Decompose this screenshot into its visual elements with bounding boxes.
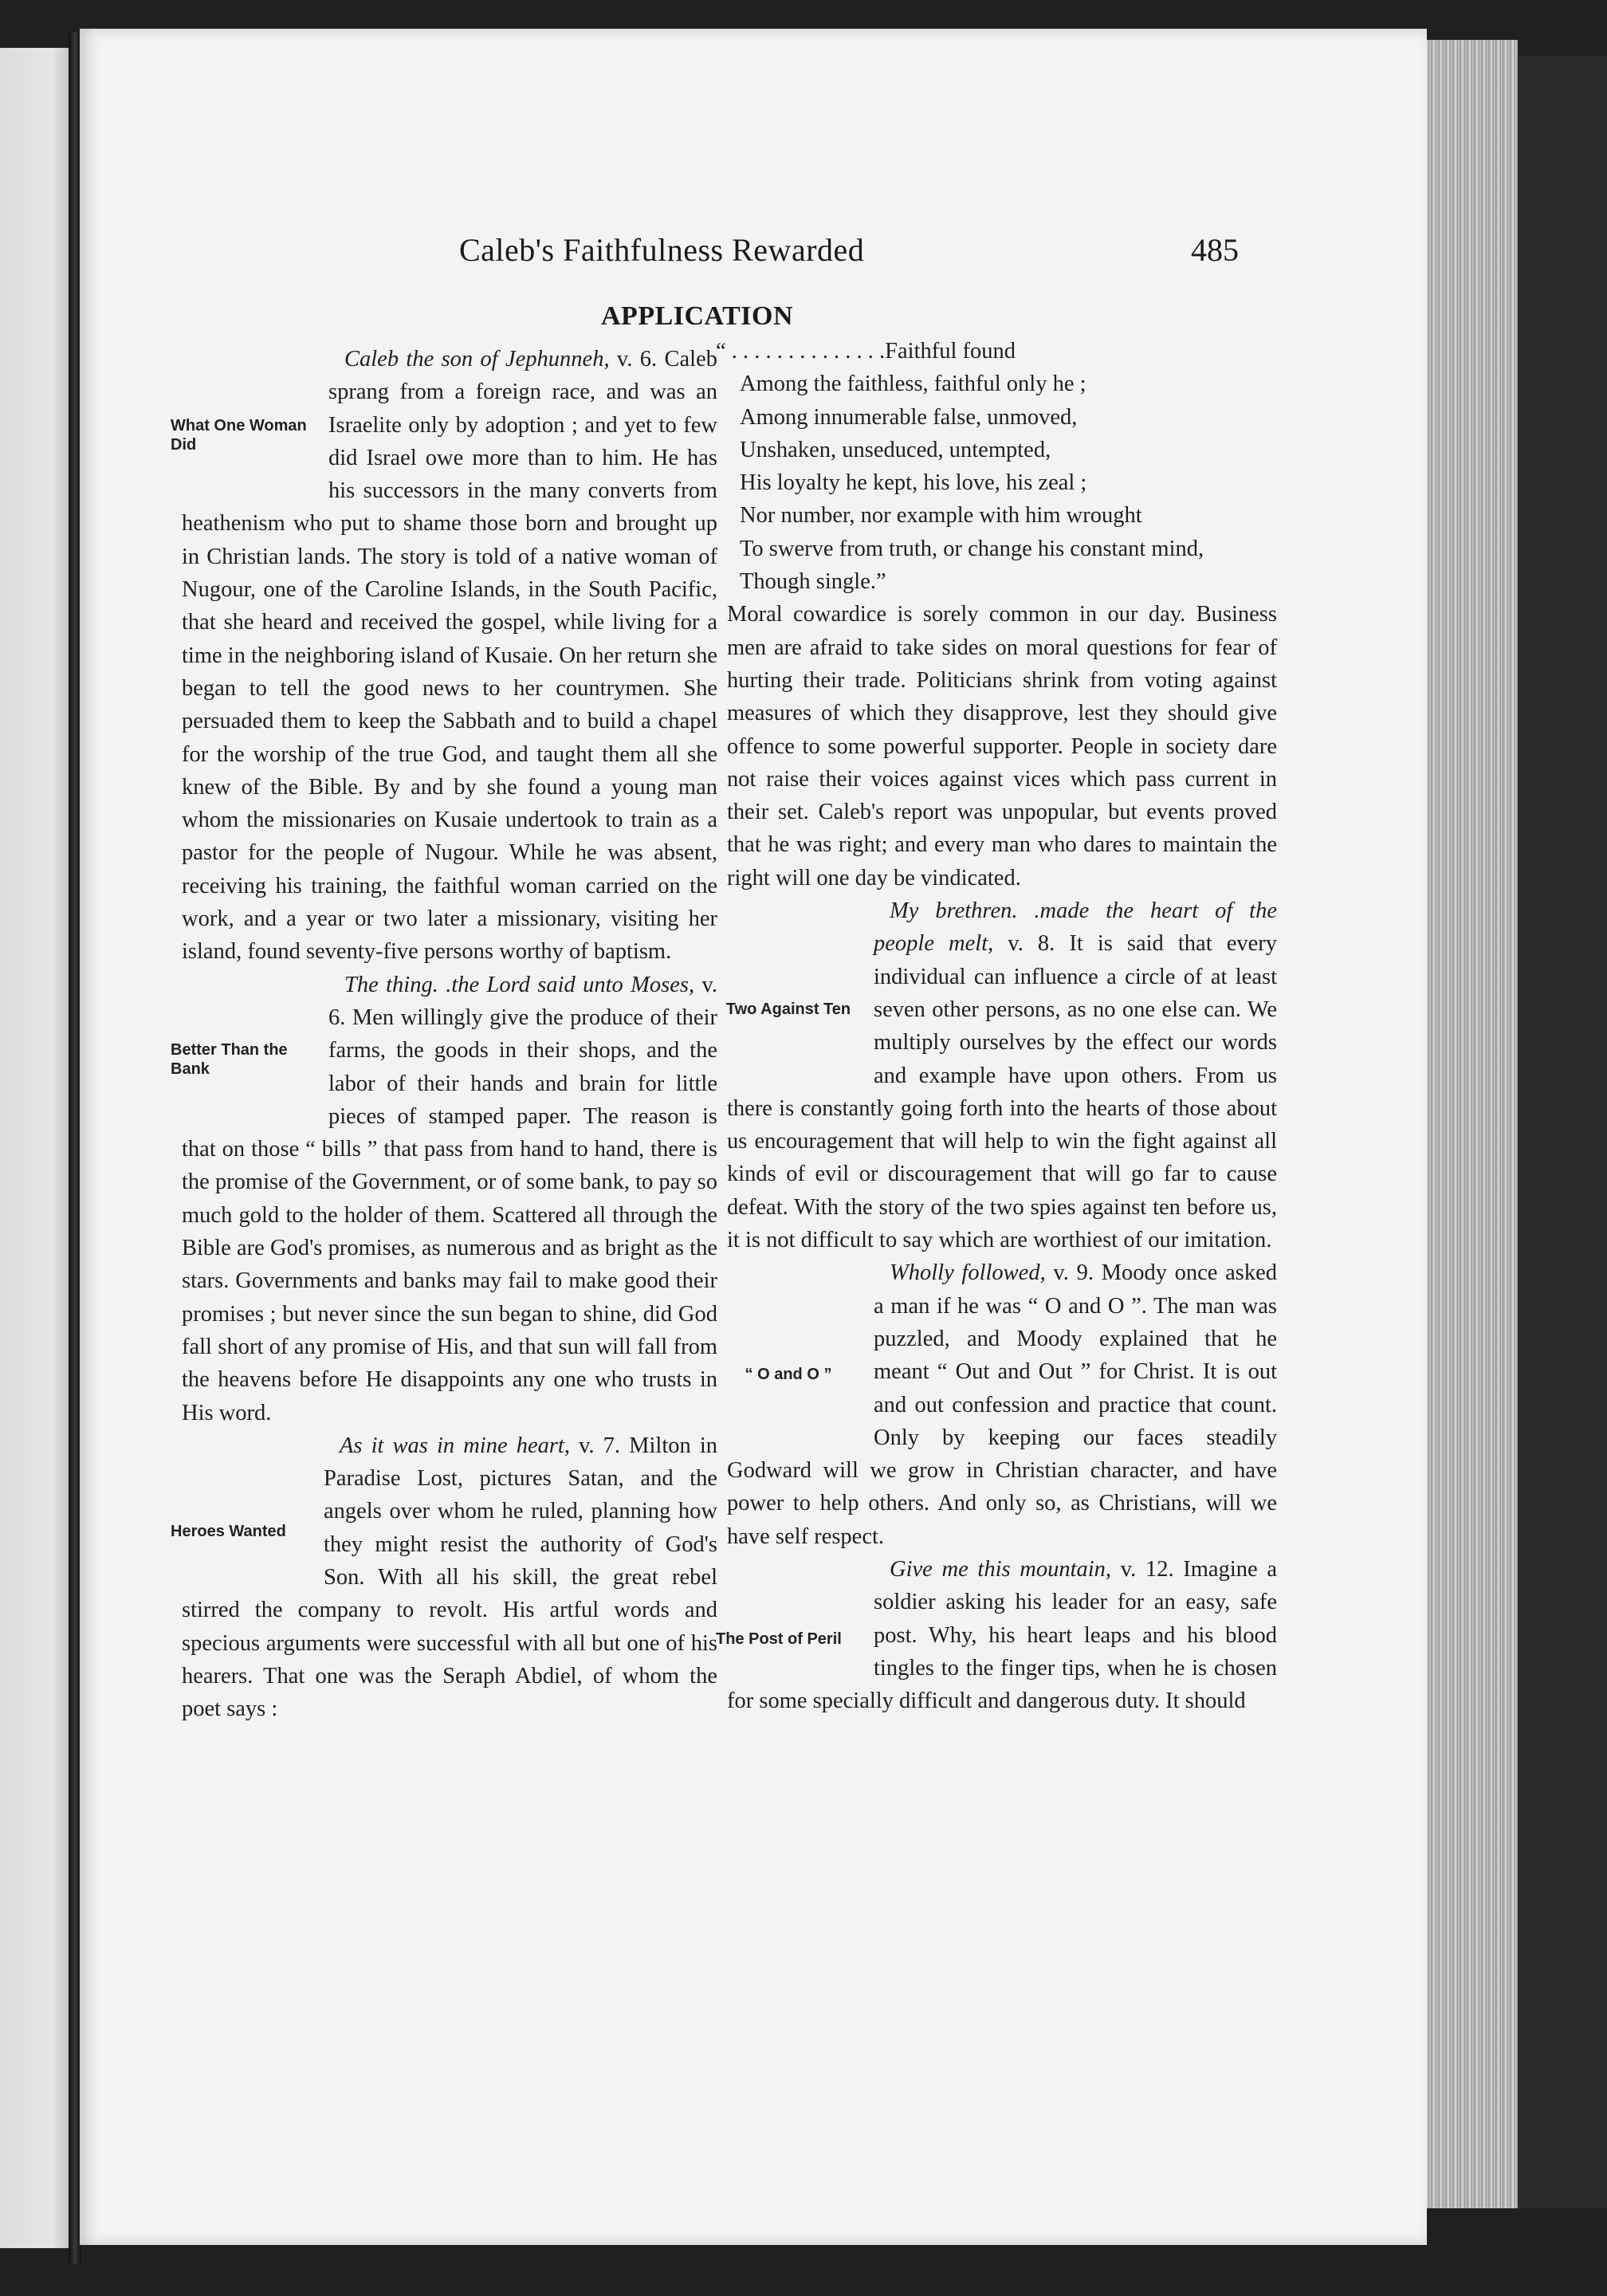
poem-line: To swerve from truth, or change his constant mind, <box>740 536 1204 561</box>
paragraph-text: v. 12. Imagine a soldier asking his leader for an easy, safe post. Why, his heart leaps and his blood tingles to the finger tips, when he is chosen for some specially difficult and dangerous duty. It should <box>727 1556 1277 1714</box>
verse-reference: Wholly followed, <box>890 1260 1046 1286</box>
verse-reference: Caleb the son of Jephunneh, <box>344 347 610 372</box>
paragraph <box>716 1553 1277 1717</box>
margin-note: What One Woman Did <box>171 417 307 454</box>
poem-line: Though single.” <box>740 569 886 595</box>
poem-line: Nor number, nor example with him wrought <box>740 503 1142 529</box>
paragraph <box>171 969 717 1429</box>
paragraph <box>171 1429 717 1726</box>
poem-line: His loyalty he kept, his love, his zeal ; <box>740 470 1087 496</box>
page-number: 485 <box>1191 232 1239 268</box>
paragraph-text: v. 9. Moody once asked a man if he was “ O and O ”. The man was puzzled, and Moody explained that he meant “ Out and Out ” for Christ. It is out and out confession and practice that count. Only by keeping our faces steadily Godward will we grow in Christian character, and have power to help others. And only so, as Christians, will we have self respect. <box>727 1260 1278 1549</box>
margin-note: The Post of Peril <box>716 1630 842 1648</box>
poem-line: “ . . . . . . . . . . . . . .Faithful found <box>716 339 1016 364</box>
facing-page-edge <box>0 48 73 2248</box>
paragraph <box>171 343 717 969</box>
paragraph <box>727 894 1277 1256</box>
verse-reference: Give me this mountain, <box>890 1556 1112 1582</box>
paragraph <box>727 1256 1277 1553</box>
poem-line: Unshaken, unseduced, untempted, <box>740 437 1051 462</box>
verse-reference: My brethren. .made the heart of the people melt, <box>874 898 1277 957</box>
paragraph-text: v. 8. It is said that every individual can influence a circle of at least seven other persons, as no one else can. We multiply ourselves by the effect our words and example have upon others. From us there is constantly going forth into the hearts of those about us encouragement that will help to win the fight against all kinds of evil or discouragement that will go far to cause defeat. With the story of the two spies against ten before us, it is not difficult to say which are worthiest of our imitation. <box>727 931 1277 1253</box>
left-column <box>171 343 717 1725</box>
running-header <box>80 231 1427 279</box>
verse-reference: As it was in mine heart, <box>340 1433 570 1458</box>
paragraph-text: v. 7. Milton in Paradise Lost, pictures Satan, and the angels over whom he ruled, planning how they might resist the authority of God's Son. With all his skill, the great rebel stirred the company to revolt. His artful words and specious arguments were successful with all but one of his hearers. That one was the Seraph Abdiel, of whom the poet says : <box>182 1433 717 1722</box>
margin-note: Heroes Wanted <box>171 1522 286 1540</box>
running-title: Caleb's Faithfulness Rewarded <box>459 232 865 268</box>
right-column <box>716 335 1278 1717</box>
verse-reference: The thing. .the Lord said unto Moses, <box>344 972 695 997</box>
book-cover-edge <box>1515 56 1607 2208</box>
poem-line: Among the faithless, faithful only he ; <box>740 372 1086 397</box>
margin-note: Two Against Ten <box>725 1001 851 1019</box>
poem-quote <box>716 335 1277 598</box>
margin-note: “ O and O ” <box>745 1366 832 1384</box>
margin-note: Better Than the Bank <box>171 1040 288 1078</box>
paragraph-text: Moral cowardice is sorely common in our day. Business men are afraid to take sides on moral questions for fear of hurting their trade. Politicians shrink from voting against measures of which they disapprove, lest they should give offence to some powerful supporter. People in society dare not raise their voices against vices which pass current in their set. Caleb's report was unpopular, but events proved that he was right; and every man who dares to maintain the right will one day be vindicated. <box>727 602 1277 890</box>
section-heading: APPLICATION <box>601 301 793 331</box>
paragraph-text: v. 6. Caleb sprang from a foreign race, and was an Israelite only by adoption ; and yet to few did Israel owe more than to him. He has his successors in the many converts from heathenism who put to shame those born and brought up in Christian lands. The story is told of a native woman of Nugour, one of the Caroline Islands, in the South Pacific, that she heard and received the gospel, while living for a time in the neighboring island of Kusaie. On her return she began to tell the good news to her countrymen. She persuaded them to keep the Sabbath and to build a chapel for the worship of the true God, and taught them all she knew of the Bible. By and by she found a young man whom the missionaries on Kusaie undertook to train as a pastor for the people of Nugour. While he was absent, receiving his training, the faithful woman carried on the work, and a year or two later a missionary, visiting her island, found seventy-five persons worthy of baptism. <box>182 347 717 965</box>
paragraph-text: v. 6. Men willingly give the produce of their farms, the goods in their shops, and the labor of their hands and brain for little pieces of stamped paper. The reason is that on those “ bills ” that pass from hand to hand, there is the promise of the Government, or of some bank, to pay so much gold to the holder of them. Scattered all through the Bible are God's promises, as numerous and as bright as the stars. Governments and banks may fail to make good their promises ; but never since the sun began to shine, did God fall short of any promise of His, and that sun will fall from the heavens before He disappoints any one who trusts in His word. <box>182 972 717 1425</box>
paragraph <box>727 598 1277 894</box>
page-edges <box>1422 40 1518 2208</box>
poem-line: Among innumerable false, unmoved, <box>740 404 1078 430</box>
